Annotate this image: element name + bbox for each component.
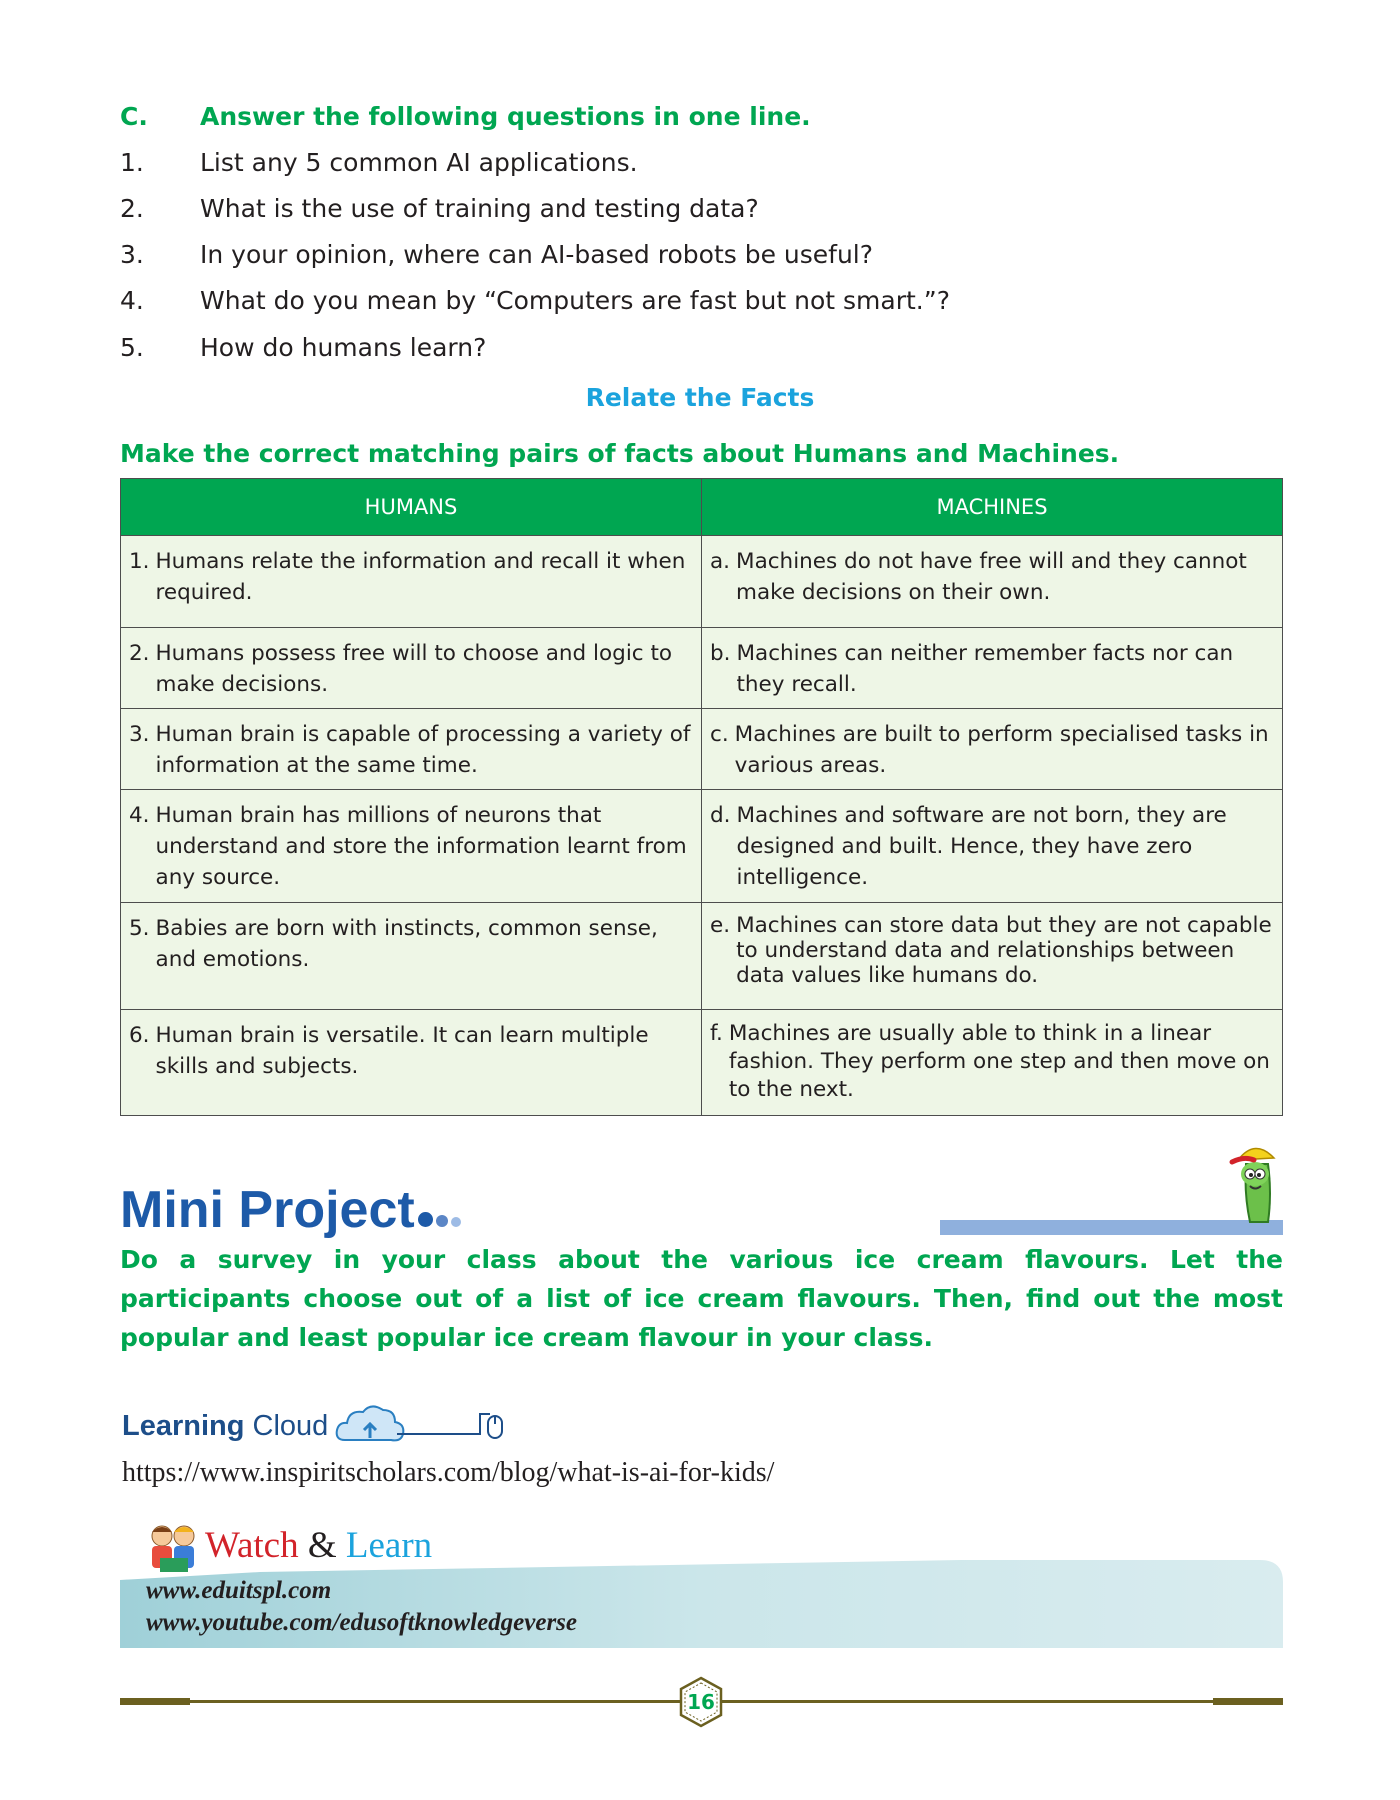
table-row [121, 628, 1283, 709]
table-header-row [121, 479, 1283, 536]
fact-label: d. [710, 803, 731, 828]
fact-label: b. [710, 641, 731, 666]
mascot-icon [1224, 1134, 1286, 1226]
section-letter: C. [120, 102, 148, 131]
table-row [121, 709, 1283, 790]
relate-facts-title: Relate the Facts [585, 383, 815, 412]
question-text: What is the use of training and testing data? [200, 194, 759, 223]
machine-fact-cell [702, 1010, 1283, 1116]
fact-label: a. [710, 549, 731, 574]
machine-fact-cell [702, 790, 1283, 903]
mini-project-title [120, 1180, 461, 1240]
question-text: How do humans learn? [200, 333, 487, 362]
human-fact-cell [121, 628, 702, 709]
machine-fact-cell [702, 709, 1283, 790]
table-row [121, 536, 1283, 628]
question-number: 2. [120, 194, 144, 223]
human-fact-cell [121, 790, 702, 903]
table-row [121, 903, 1283, 1010]
learning-cloud-url[interactable]: https://www.inspiritscholars.com/blog/what-is-ai-for-kids/ [122, 1457, 775, 1488]
fact-text: Machines do not have free will and they cannot make decisions on their own. [736, 549, 1247, 605]
fact-text: Human brain is versatile. It can learn multiple skills and subjects. [155, 1023, 649, 1079]
watch-learn-url-2[interactable]: www.youtube.com/edusoftknowledgeverse [146, 1609, 577, 1636]
footer-cap-left [120, 1698, 190, 1705]
fact-label: 4. [129, 803, 150, 828]
question-number: 5. [120, 333, 144, 362]
machine-fact-cell [702, 628, 1283, 709]
section-heading-text: Answer the following questions in one line. [200, 102, 811, 131]
facts-table [120, 478, 1283, 1116]
question-text: In your opinion, where can AI-based robots be useful? [200, 240, 874, 269]
fact-label: 2. [129, 641, 150, 666]
fact-label: f. [710, 1021, 723, 1046]
fact-label: 6. [129, 1023, 150, 1048]
question-text: What do you mean by “Computers are fast but not smart.”? [200, 286, 950, 315]
watch-word: Watch [205, 1525, 299, 1566]
machine-fact-cell [702, 536, 1283, 628]
learning-cloud-title-bold: Learning [122, 1410, 245, 1442]
table-row [121, 1010, 1283, 1116]
fact-text: Human brain has millions of neurons that understand and store the information learnt from any source. [155, 803, 687, 890]
watch-learn-url-1[interactable]: www.eduitspl.com [146, 1577, 332, 1604]
question-3 [120, 240, 873, 269]
fact-text: Babies are born with instincts, common sense, and emotions. [155, 916, 658, 972]
mini-project-title-text: Mini Project [120, 1181, 415, 1239]
question-5 [120, 333, 486, 362]
fact-text: Humans possess free will to choose and logic to make decisions. [155, 641, 673, 697]
section-c-heading [120, 102, 811, 131]
learning-cloud-title-rest: Cloud [252, 1410, 329, 1442]
fact-label: 3. [129, 722, 150, 747]
question-number: 1. [120, 148, 144, 177]
humans-header: HUMANS [121, 479, 702, 536]
machine-fact-cell [702, 903, 1283, 1010]
fact-label: e. [710, 913, 731, 938]
matching-instruction: Make the correct matching pairs of facts about Humans and Machines. [120, 439, 1120, 468]
footer-cap-right [1213, 1698, 1283, 1705]
cloud-mouse-icon [335, 1400, 525, 1450]
fact-text: Machines and software are not born, they are designed and built. Hence, they have zero intelligence. [736, 803, 1227, 890]
fact-label: 5. [129, 916, 150, 941]
human-fact-cell [121, 709, 702, 790]
kids-icon [142, 1522, 204, 1576]
question-4 [120, 286, 950, 315]
question-2 [120, 194, 759, 223]
fact-text: Machines can store data but they are not capable to understand data and relationships between data values like humans do. [736, 913, 1272, 988]
page-number: 16 [687, 1690, 715, 1714]
watch-learn-title [205, 1524, 432, 1567]
learning-cloud-title [122, 1410, 328, 1443]
table-row [121, 790, 1283, 903]
dots-icon [415, 1180, 461, 1240]
fact-text: Machines are built to perform specialised tasks in various areas. [734, 722, 1269, 778]
mini-project-text: Do a survey in your class about the various ice cream flavours. Let the participants choose out of a list of ice cream flavours. Then, find out the most popular and least popular ice cream flavour in your class. [120, 1245, 1283, 1352]
human-fact-cell [121, 1010, 702, 1116]
ampersand: & [307, 1525, 337, 1566]
fact-text: Humans relate the information and recall it when required. [155, 549, 686, 605]
question-number: 4. [120, 286, 144, 315]
question-text: List any 5 common AI applications. [200, 148, 638, 177]
fact-text: Machines are usually able to think in a linear fashion. They perform one step and then move on to the next. [728, 1021, 1270, 1102]
fact-text: Machines can neither remember facts nor can they recall. [736, 641, 1234, 697]
question-1 [120, 148, 638, 177]
machines-header: MACHINES [702, 479, 1283, 536]
fact-text: Human brain is capable of processing a variety of information at the same time. [155, 722, 691, 778]
fact-label: c. [710, 722, 729, 747]
human-fact-cell [121, 903, 702, 1010]
question-number: 3. [120, 240, 144, 269]
learn-word: Learn [345, 1525, 433, 1566]
human-fact-cell [121, 536, 702, 628]
fact-label: 1. [129, 549, 150, 574]
